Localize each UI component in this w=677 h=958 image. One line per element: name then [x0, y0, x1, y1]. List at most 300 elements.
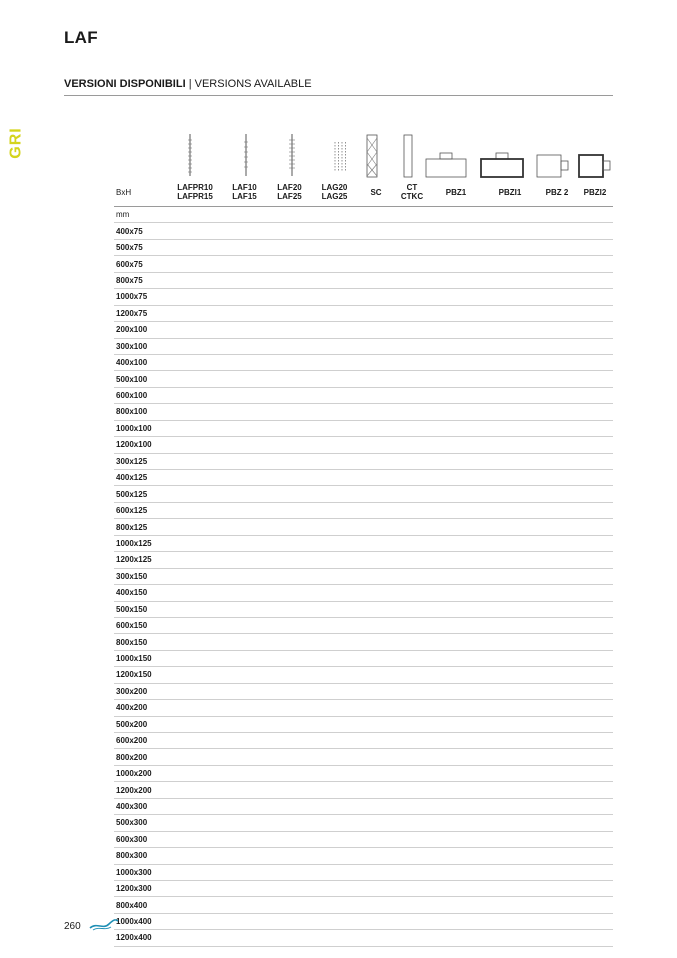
availability-cell	[577, 272, 613, 288]
availability-cell	[222, 880, 267, 896]
availability-cell	[537, 667, 577, 683]
table-row	[114, 519, 613, 535]
availability-cell	[483, 650, 537, 666]
frame-rect-icon	[396, 126, 420, 178]
size-cell: 600x125	[114, 502, 168, 518]
availability-cell	[483, 239, 537, 255]
availability-cell	[395, 486, 429, 502]
availability-cell	[577, 634, 613, 650]
availability-cell	[537, 502, 577, 518]
availability-cell	[429, 815, 483, 831]
availability-cell	[577, 897, 613, 913]
availability-cell	[429, 617, 483, 633]
availability-cell	[577, 535, 613, 551]
availability-cell	[395, 535, 429, 551]
availability-cell	[312, 749, 357, 765]
availability-cell	[429, 552, 483, 568]
availability-cell	[357, 930, 395, 946]
table-row	[114, 585, 613, 601]
availability-cell	[483, 848, 537, 864]
availability-cell	[483, 502, 537, 518]
size-cell: 400x150	[114, 585, 168, 601]
availability-cell	[267, 897, 312, 913]
availability-cell	[537, 683, 577, 699]
availability-cell	[429, 486, 483, 502]
availability-cell	[312, 519, 357, 535]
availability-cell	[312, 798, 357, 814]
availability-cell	[222, 502, 267, 518]
availability-cell	[537, 535, 577, 551]
availability-cell	[267, 601, 312, 617]
column-header-line1: PBZI1	[498, 187, 522, 197]
table-row	[114, 420, 613, 436]
availability-cell	[357, 568, 395, 584]
availability-cell	[267, 239, 312, 255]
availability-cell	[357, 338, 395, 354]
availability-cell	[483, 683, 537, 699]
availability-cell	[222, 552, 267, 568]
availability-cell	[429, 650, 483, 666]
availability-cell	[357, 913, 395, 929]
availability-cell	[357, 420, 395, 436]
table-row	[114, 207, 613, 223]
availability-cell	[395, 552, 429, 568]
availability-cell	[577, 387, 613, 403]
availability-cell	[312, 700, 357, 716]
availability-cell	[267, 683, 312, 699]
availability-cell	[483, 634, 537, 650]
availability-cell	[395, 880, 429, 896]
availability-cell	[312, 913, 357, 929]
availability-cell	[357, 371, 395, 387]
availability-cell	[312, 256, 357, 272]
column-header-bxh	[114, 178, 168, 207]
column-header-line2: LAG25	[321, 192, 348, 201]
availability-cell	[483, 733, 537, 749]
availability-cell	[577, 815, 613, 831]
availability-cell	[312, 371, 357, 387]
availability-cell	[222, 371, 267, 387]
availability-cell	[267, 650, 312, 666]
availability-cell	[395, 765, 429, 781]
availability-cell	[267, 568, 312, 584]
availability-cell	[312, 404, 357, 420]
column-header-line1: LAFPR10	[177, 183, 213, 192]
availability-cell	[577, 223, 613, 239]
availability-cell	[222, 470, 267, 486]
side-tab-gri	[6, 126, 28, 160]
availability-cell	[168, 502, 222, 518]
availability-cell	[577, 322, 613, 338]
availability-cell	[395, 305, 429, 321]
availability-cell	[429, 223, 483, 239]
availability-cell	[357, 880, 395, 896]
availability-cell	[483, 617, 537, 633]
size-cell: 1200x100	[114, 437, 168, 453]
size-cell: 300x125	[114, 453, 168, 469]
availability-cell	[312, 848, 357, 864]
availability-cell	[395, 634, 429, 650]
availability-cell	[222, 749, 267, 765]
availability-cell	[395, 289, 429, 305]
availability-cell	[537, 700, 577, 716]
availability-cell	[312, 733, 357, 749]
availability-cell	[267, 289, 312, 305]
availability-cell	[222, 650, 267, 666]
availability-cell	[577, 667, 613, 683]
availability-cell	[357, 272, 395, 288]
availability-cell	[429, 798, 483, 814]
availability-cell	[312, 864, 357, 880]
availability-cell	[483, 568, 537, 584]
availability-cell	[537, 585, 577, 601]
availability-cell	[222, 765, 267, 781]
availability-cell	[537, 470, 577, 486]
availability-cell	[483, 864, 537, 880]
availability-cell	[168, 404, 222, 420]
availability-cell	[168, 634, 222, 650]
availability-cell	[577, 798, 613, 814]
availability-cell	[577, 733, 613, 749]
table-row	[114, 387, 613, 403]
availability-cell	[168, 585, 222, 601]
table-row	[114, 535, 613, 551]
availability-cell	[168, 815, 222, 831]
availability-cell	[577, 420, 613, 436]
availability-cell	[168, 453, 222, 469]
availability-cell	[483, 387, 537, 403]
availability-cell	[537, 305, 577, 321]
availability-cell	[267, 848, 312, 864]
availability-cell	[395, 716, 429, 732]
availability-cell	[222, 617, 267, 633]
availability-cell	[483, 322, 537, 338]
availability-cell	[312, 223, 357, 239]
availability-cell	[267, 207, 312, 223]
availability-cell	[168, 223, 222, 239]
availability-cell	[222, 782, 267, 798]
availability-cell	[168, 322, 222, 338]
availability-cell	[267, 322, 312, 338]
availability-cell	[222, 535, 267, 551]
page-title: LAF	[64, 28, 98, 47]
availability-cell	[429, 289, 483, 305]
availability-cell	[312, 930, 357, 946]
availability-cell	[168, 338, 222, 354]
table-row	[114, 880, 613, 896]
availability-cell	[312, 552, 357, 568]
size-cell: 800x150	[114, 634, 168, 650]
availability-cell	[429, 207, 483, 223]
availability-cell	[168, 880, 222, 896]
availability-cell	[312, 207, 357, 223]
availability-cell	[395, 256, 429, 272]
table-row	[114, 913, 613, 929]
availability-cell	[395, 601, 429, 617]
size-cell: 800x200	[114, 749, 168, 765]
availability-cell	[483, 519, 537, 535]
availability-cell	[577, 486, 613, 502]
availability-cell	[312, 897, 357, 913]
availability-cell	[537, 831, 577, 847]
availability-cell	[483, 930, 537, 946]
availability-cell	[357, 585, 395, 601]
size-cell: 300x100	[114, 338, 168, 354]
availability-cell	[395, 864, 429, 880]
availability-cell	[577, 453, 613, 469]
availability-cell	[577, 437, 613, 453]
availability-cell	[429, 930, 483, 946]
availability-cell	[537, 913, 577, 929]
availability-cell	[537, 289, 577, 305]
availability-cell	[537, 338, 577, 354]
availability-cell	[429, 634, 483, 650]
table-row	[114, 322, 613, 338]
availability-cell	[537, 519, 577, 535]
availability-cell	[222, 338, 267, 354]
availability-cell	[267, 634, 312, 650]
availability-cell	[312, 239, 357, 255]
availability-cell	[168, 930, 222, 946]
availability-cell	[222, 700, 267, 716]
availability-cell	[168, 864, 222, 880]
size-cell: 1000x75	[114, 289, 168, 305]
section-heading	[64, 78, 613, 96]
availability-cell	[483, 601, 537, 617]
availability-cell	[357, 305, 395, 321]
availability-cell	[312, 272, 357, 288]
availability-cell	[267, 815, 312, 831]
availability-cell	[537, 322, 577, 338]
table-row	[114, 700, 613, 716]
availability-cell	[577, 239, 613, 255]
availability-cell	[357, 815, 395, 831]
availability-cell	[537, 848, 577, 864]
availability-cell	[267, 930, 312, 946]
table-row	[114, 437, 613, 453]
column-header-line1: CT	[406, 183, 418, 192]
availability-cell	[537, 486, 577, 502]
availability-cell	[429, 338, 483, 354]
availability-cell	[357, 207, 395, 223]
availability-cell	[267, 831, 312, 847]
size-cell: 500x75	[114, 239, 168, 255]
availability-cell	[577, 749, 613, 765]
table-row	[114, 798, 613, 814]
table-row	[114, 305, 613, 321]
availability-cell	[222, 486, 267, 502]
availability-cell	[222, 913, 267, 929]
size-cell: 500x150	[114, 601, 168, 617]
availability-cell	[357, 634, 395, 650]
column-header-line1: SC	[370, 187, 382, 197]
availability-cell	[537, 453, 577, 469]
table-row	[114, 782, 613, 798]
availability-cell	[357, 765, 395, 781]
availability-cell	[357, 470, 395, 486]
availability-cell	[483, 207, 537, 223]
size-cell: 1000x100	[114, 420, 168, 436]
size-cell: 1200x125	[114, 552, 168, 568]
column-header-line1: PBZ 2	[545, 187, 569, 197]
availability-cell	[483, 897, 537, 913]
size-cell: 400x100	[114, 354, 168, 370]
size-cell: 400x300	[114, 798, 168, 814]
table-row	[114, 650, 613, 666]
availability-cell	[267, 667, 312, 683]
availability-cell	[429, 256, 483, 272]
availability-cell	[357, 667, 395, 683]
availability-cell	[222, 585, 267, 601]
size-cell: 400x125	[114, 470, 168, 486]
table-row	[114, 667, 613, 683]
availability-cell	[537, 387, 577, 403]
availability-cell	[429, 404, 483, 420]
availability-cell	[357, 486, 395, 502]
availability-cell	[483, 272, 537, 288]
availability-cell	[577, 716, 613, 732]
availability-cell	[483, 470, 537, 486]
availability-cell	[168, 913, 222, 929]
availability-cell	[222, 733, 267, 749]
table-row	[114, 256, 613, 272]
availability-cell	[222, 322, 267, 338]
availability-cell	[537, 617, 577, 633]
availability-cell	[483, 782, 537, 798]
availability-cell	[577, 371, 613, 387]
availability-cell	[168, 470, 222, 486]
size-cell: 1200x200	[114, 782, 168, 798]
table-row	[114, 897, 613, 913]
availability-cell	[267, 256, 312, 272]
availability-cell	[395, 650, 429, 666]
availability-cell	[395, 733, 429, 749]
availability-cell	[222, 272, 267, 288]
availability-cell	[312, 667, 357, 683]
availability-cell	[267, 371, 312, 387]
availability-cell	[168, 733, 222, 749]
availability-cell	[577, 617, 613, 633]
availability-cell	[537, 437, 577, 453]
size-cell: 1000x125	[114, 535, 168, 551]
availability-cell	[429, 897, 483, 913]
availability-cell	[168, 798, 222, 814]
availability-cell	[537, 223, 577, 239]
availability-cell	[395, 404, 429, 420]
availability-cell	[168, 256, 222, 272]
availability-cell	[267, 733, 312, 749]
availability-cell	[357, 239, 395, 255]
availability-cell	[267, 913, 312, 929]
availability-cell	[312, 420, 357, 436]
size-cell: 600x100	[114, 387, 168, 403]
availability-cell	[537, 552, 577, 568]
availability-cell	[537, 749, 577, 765]
availability-cell	[267, 486, 312, 502]
availability-cell	[577, 831, 613, 847]
availability-cell	[222, 930, 267, 946]
availability-cell	[357, 552, 395, 568]
availability-cell	[395, 568, 429, 584]
size-cell: 1000x300	[114, 864, 168, 880]
availability-cell	[395, 831, 429, 847]
section-heading-en: VERSIONS AVAILABLE	[194, 78, 312, 90]
availability-cell	[483, 338, 537, 354]
availability-cell	[168, 552, 222, 568]
availability-cell	[357, 831, 395, 847]
size-cell: 300x200	[114, 683, 168, 699]
table-row	[114, 831, 613, 847]
availability-cell	[357, 322, 395, 338]
size-cell: 300x150	[114, 568, 168, 584]
availability-cell	[577, 552, 613, 568]
availability-cell	[483, 486, 537, 502]
availability-cell	[357, 749, 395, 765]
availability-cell	[222, 897, 267, 913]
plenum-top-insulated-icon	[480, 126, 524, 178]
column-header-line2: LAFPR15	[177, 192, 213, 201]
availability-cell	[267, 552, 312, 568]
availability-cell	[267, 272, 312, 288]
availability-cell	[312, 502, 357, 518]
availability-cell	[222, 354, 267, 370]
availability-cell	[483, 420, 537, 436]
availability-cell	[168, 749, 222, 765]
size-cell: 800x75	[114, 272, 168, 288]
blade-vertical-icon	[170, 126, 210, 178]
availability-cell	[395, 453, 429, 469]
availability-cell	[483, 815, 537, 831]
availability-cell	[168, 683, 222, 699]
table-row	[114, 223, 613, 239]
availability-cell	[222, 568, 267, 584]
availability-cell	[168, 387, 222, 403]
table-row	[114, 634, 613, 650]
availability-cell	[312, 782, 357, 798]
availability-cell	[537, 420, 577, 436]
availability-cell	[357, 848, 395, 864]
availability-cell	[312, 535, 357, 551]
column-header-line1: LAG20	[321, 183, 348, 192]
table-row	[114, 239, 613, 255]
availability-cell	[483, 404, 537, 420]
availability-cell	[537, 634, 577, 650]
availability-cell	[577, 305, 613, 321]
availability-cell	[312, 568, 357, 584]
availability-cell	[577, 700, 613, 716]
availability-cell	[357, 617, 395, 633]
availability-cell	[168, 239, 222, 255]
table-row	[114, 930, 613, 946]
availability-cell	[429, 453, 483, 469]
page-number: 260	[64, 921, 81, 932]
availability-cell	[429, 305, 483, 321]
column-header	[483, 178, 537, 207]
availability-cell	[357, 700, 395, 716]
availability-cell	[222, 848, 267, 864]
size-cell: 600x200	[114, 733, 168, 749]
availability-cell	[429, 371, 483, 387]
availability-cell	[267, 782, 312, 798]
size-cell: 1200x150	[114, 667, 168, 683]
availability-cell	[267, 453, 312, 469]
section-heading-it: VERSIONI DISPONIBILI	[64, 78, 186, 90]
availability-cell	[537, 798, 577, 814]
availability-cell	[168, 354, 222, 370]
availability-cell	[483, 289, 537, 305]
availability-cell	[222, 519, 267, 535]
availability-cell	[429, 568, 483, 584]
